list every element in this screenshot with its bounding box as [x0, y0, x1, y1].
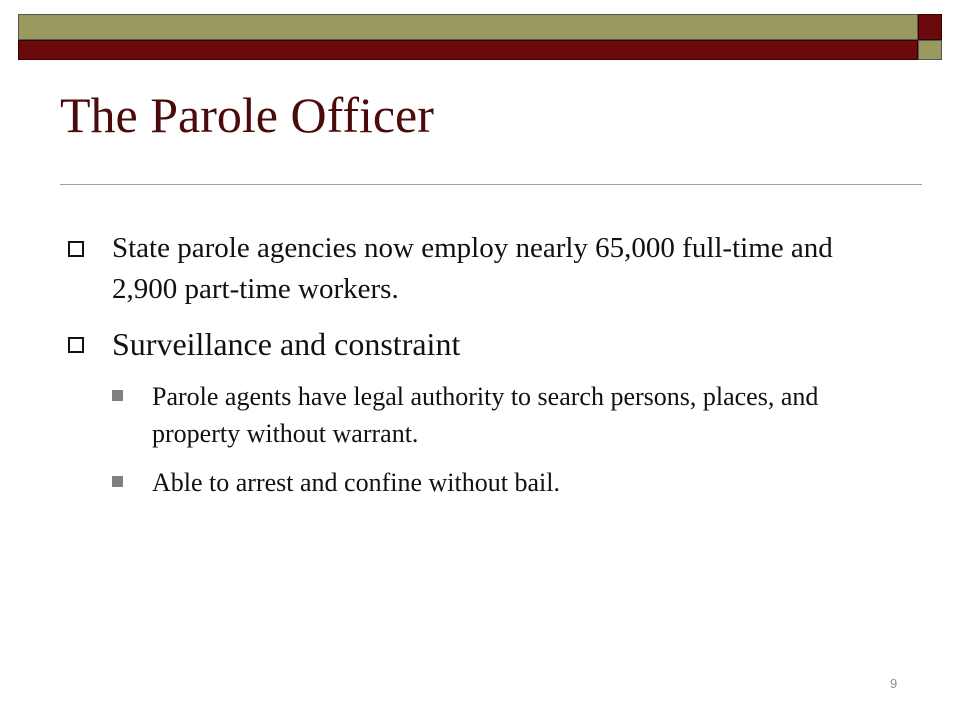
bullet-item — [60, 228, 880, 310]
title-divider — [60, 184, 922, 185]
sub-bullet-item — [60, 464, 880, 501]
bullet-text: Surveillance and constraint — [112, 326, 461, 362]
filled-square-bullet-icon — [112, 476, 123, 487]
bullet-text: State parole agencies now employ nearly 65,000 full-time and 2,900 part-time workers. — [112, 232, 833, 305]
header-red-band — [18, 40, 918, 60]
page-number: 9 — [890, 676, 898, 691]
header-corner-red-square — [918, 14, 942, 40]
sub-bullet-text: Parole agents have legal authority to search persons, places, and property without warrant. — [152, 382, 819, 448]
slide-content — [60, 228, 880, 513]
hollow-square-bullet-icon — [68, 241, 84, 257]
sub-bullet-text: Able to arrest and confine without bail. — [152, 468, 560, 497]
bullet-item — [60, 322, 880, 366]
hollow-square-bullet-icon — [68, 337, 84, 353]
header-corner-olive-square — [918, 40, 942, 60]
sub-bullet-item — [60, 378, 880, 452]
filled-square-bullet-icon — [112, 390, 123, 401]
header-olive-band — [18, 14, 918, 40]
slide-title: The Parole Officer — [60, 87, 434, 143]
